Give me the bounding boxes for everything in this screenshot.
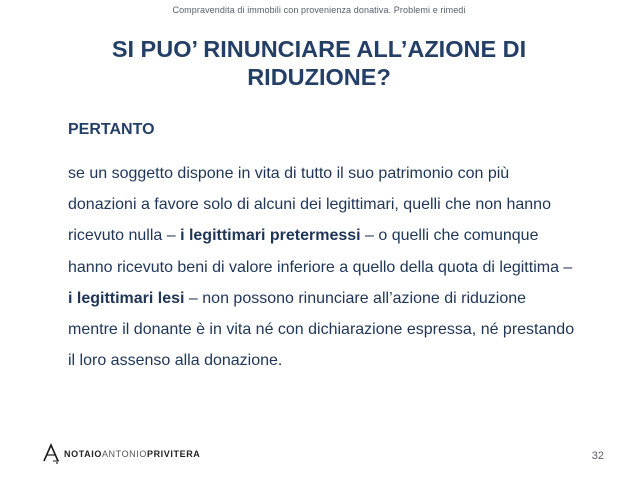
logo-word-antonio: ANTONIO bbox=[101, 449, 147, 459]
slide-title-line-1: SI PUO’ RINUNCIARE ALL’AZIONE DI bbox=[111, 36, 527, 62]
running-header: Compravendita di immobili con provenienza donativa. Problemi e rimedi bbox=[172, 5, 466, 15]
page-number: 32 bbox=[591, 450, 604, 462]
slide-title bbox=[40, 35, 598, 91]
paragraph-part-1: se un soggetto dispone in vita di tutto il suo patrimonio con più donazioni a favore solo di alcuni dei legittimari, quelli che non hanno ricevuto nulla – bbox=[68, 165, 551, 245]
section-heading: PERTANTO bbox=[68, 121, 155, 138]
logo-word-privitera: PRIVITERA bbox=[146, 449, 201, 459]
notary-logo bbox=[43, 442, 200, 466]
notary-logo-mark-icon bbox=[43, 443, 61, 465]
paragraph-part-2: – o quelli che comunque hanno ricevuto beni di valore inferiore a quello della quota di legittima – bbox=[68, 227, 573, 276]
paragraph-part-3: – non possono rinunciare all’azione di riduzione mentre il donante è in vita né con dichiarazione espressa, né prestando il loro assenso alla donazione. bbox=[68, 289, 575, 370]
logo-word-notaio: NOTAIO bbox=[64, 449, 102, 459]
body-paragraph bbox=[68, 158, 580, 376]
paragraph-bold-lesi: i legittimari lesi bbox=[68, 289, 185, 307]
notary-logo-text bbox=[64, 449, 200, 459]
slide-title-line-2: RIDUZIONE? bbox=[247, 64, 391, 90]
paragraph-bold-pretermessi: i legittimari pretermessi bbox=[180, 227, 361, 245]
